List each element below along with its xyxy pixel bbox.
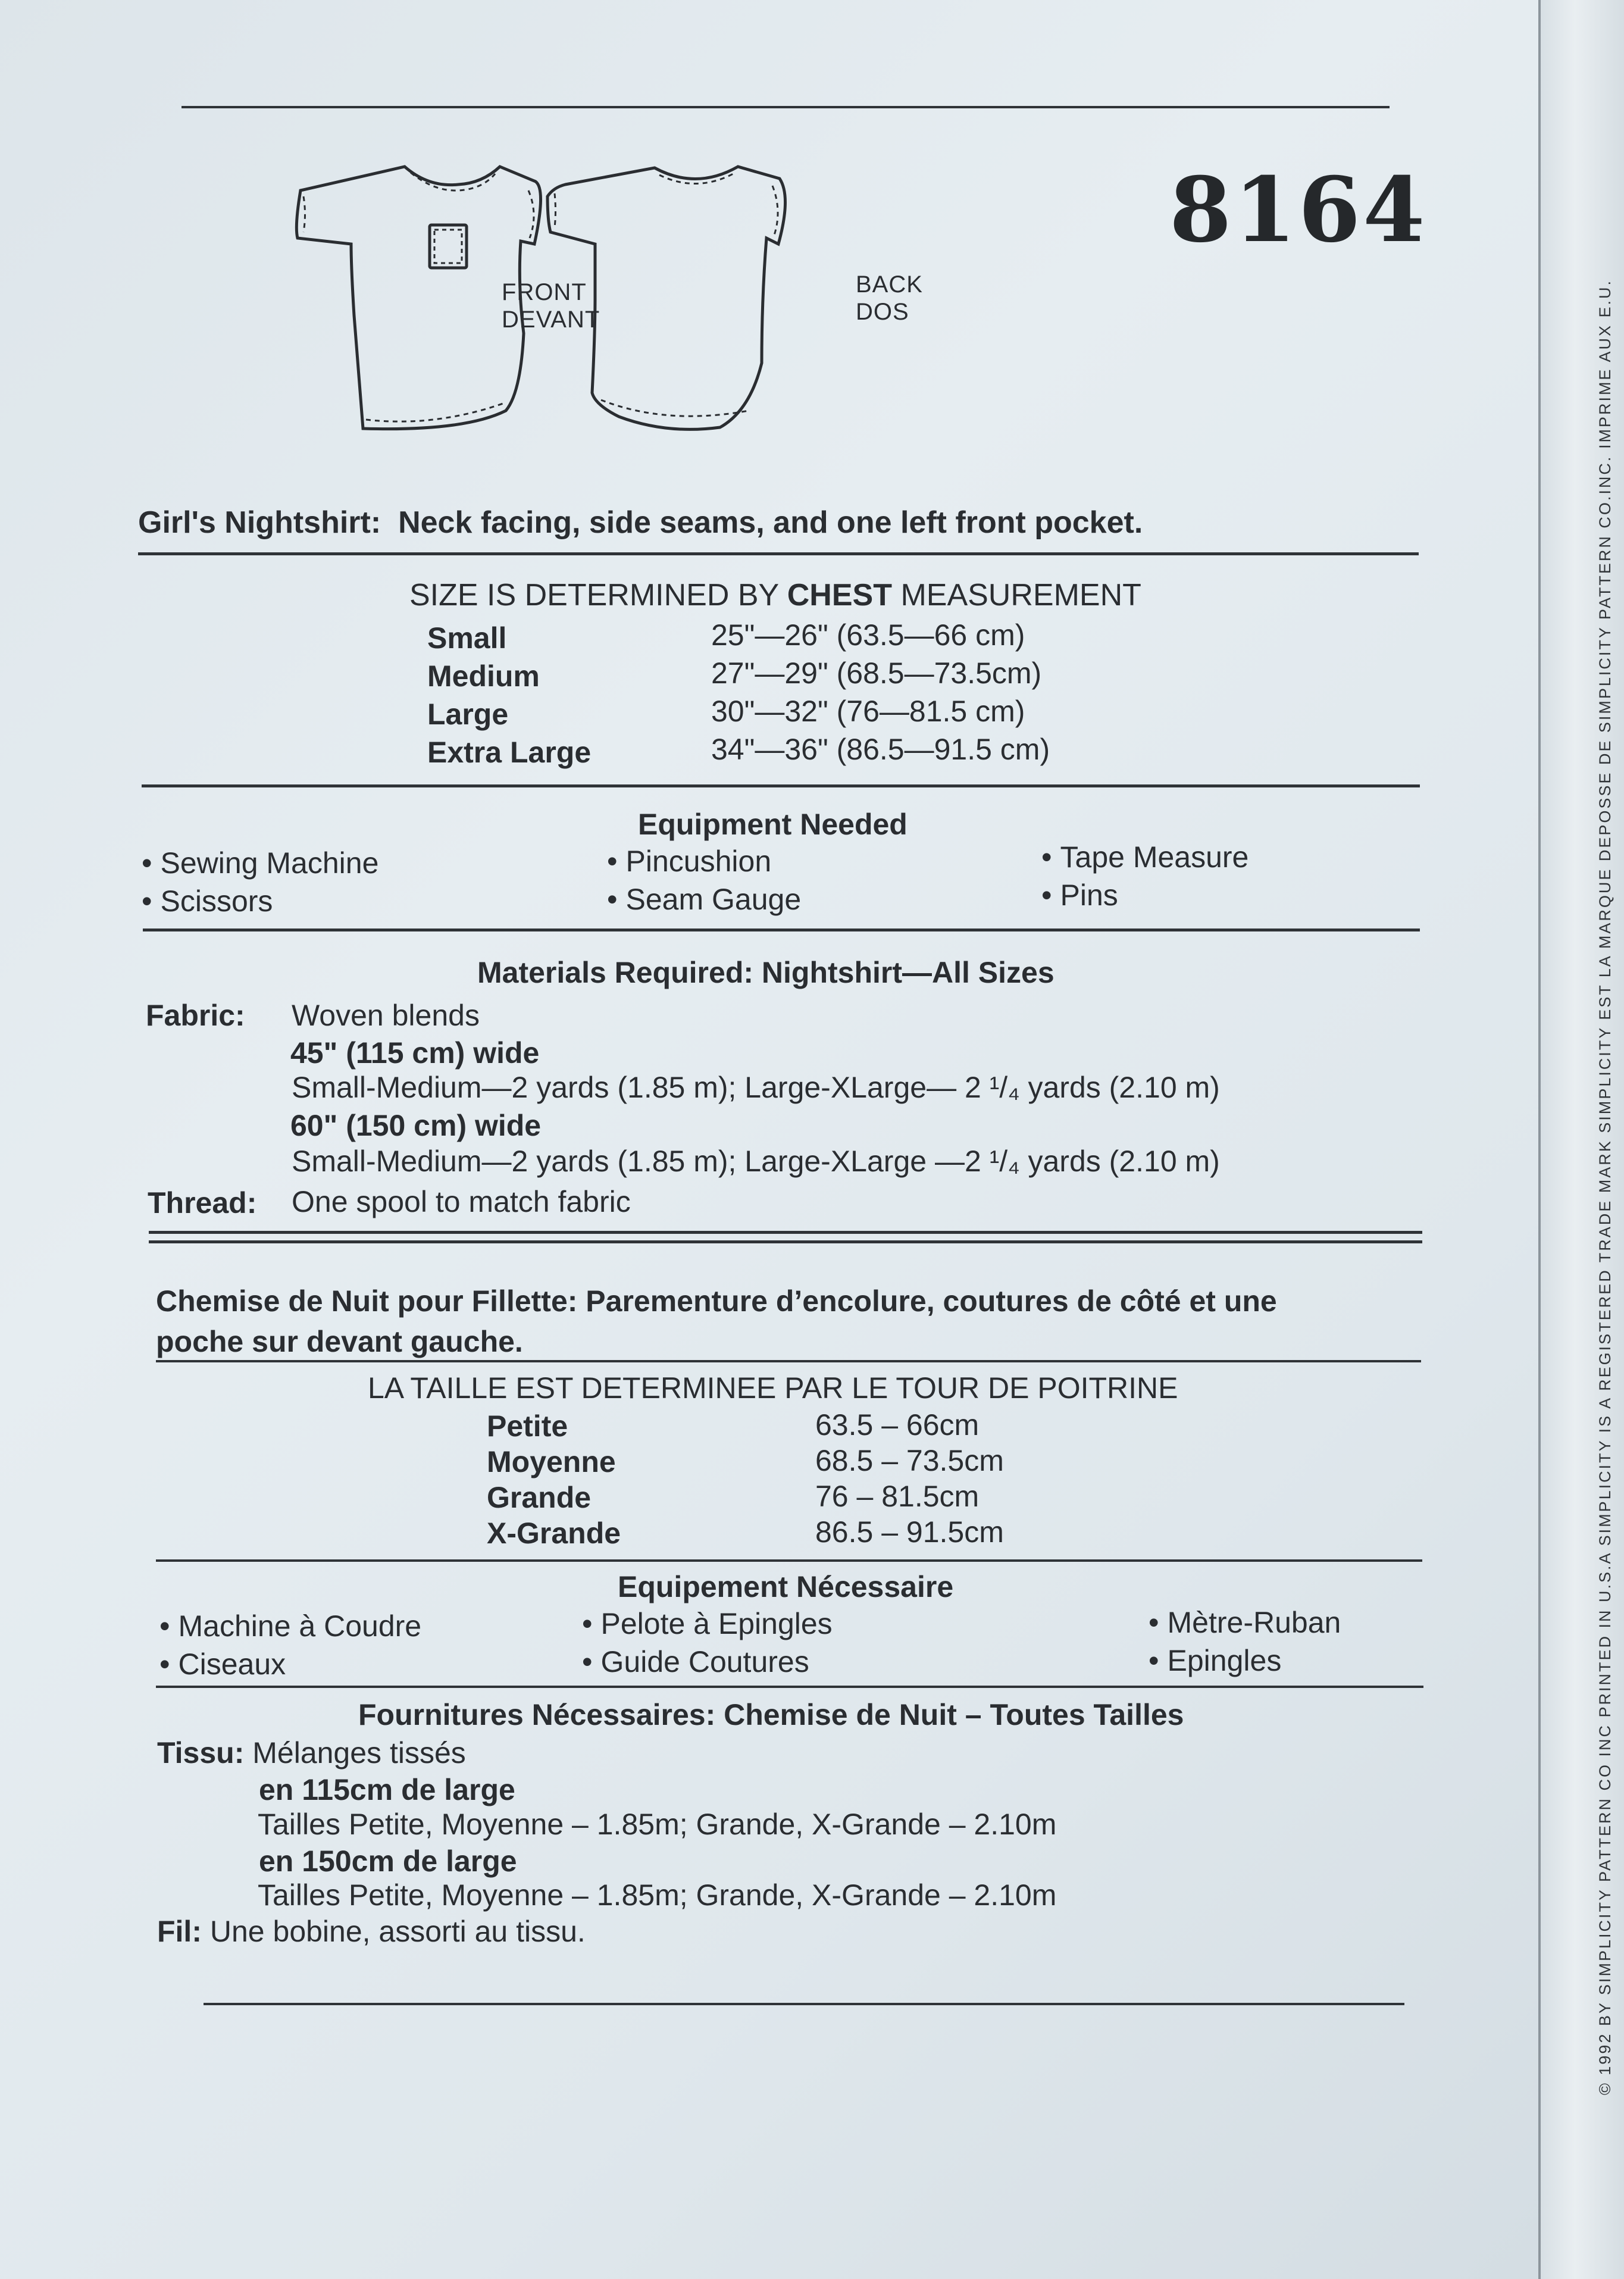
english-size-names	[427, 619, 591, 771]
yardage-60: Small-Medium—2 yards (1.85 m); Large-XLarge —2 ¹/₄ yards (2.10 m)	[292, 1145, 1220, 1178]
equipment-col1	[142, 844, 378, 920]
size-name: Large	[427, 698, 509, 731]
copyright-sidebar: © 1992 BY SIMPLICITY PATTERN CO INC PRINTED IN U.S.A SIMPLICITY IS A REGISTERED TRADE MARK SIMPLICITY EST LA MARQUE DEPOSSE DE SIMPLICITY PATTERN CO.INC. IMPRIME AUX E.U.	[1596, 279, 1614, 2095]
equipment-item: • Tape Measure	[1041, 838, 1248, 876]
materials-heading: Materials Required: Nightshirt—All Sizes	[477, 956, 1054, 989]
french-yardage-150: Tailles Petite, Moyenne – 1.85m; Grande, X-Grande – 2.10m	[258, 1878, 1057, 1912]
thread-label: Thread:	[148, 1186, 257, 1220]
size-range: 27"—29" (68.5—73.5cm)	[711, 656, 1042, 690]
equipment-item: • Pelote à Epingles	[582, 1605, 833, 1643]
fabric-label: Fabric:	[146, 999, 245, 1032]
rule-french-title	[156, 1360, 1421, 1362]
rule-sizes	[142, 784, 1420, 787]
equipment-col3	[1041, 838, 1248, 914]
equipment-item: • Pincushion	[607, 842, 801, 880]
french-width-115: en 115cm de large	[259, 1773, 515, 1806]
width-60: 60" (150 cm) wide	[290, 1109, 542, 1142]
size-range: 76 – 81.5cm	[815, 1480, 980, 1513]
french-size-heading: LA TAILLE EST DETERMINEE PAR LE TOUR DE POITRINE	[368, 1371, 1178, 1405]
english-title-line	[138, 505, 1143, 540]
equipment-heading: Equipment Needed	[638, 808, 908, 841]
fabric-type: Woven blends	[292, 999, 480, 1032]
equipment-item: • Pins	[1041, 876, 1248, 914]
rule-english-title	[138, 552, 1419, 555]
french-equipment-col3	[1149, 1603, 1341, 1680]
back-label-en: BACK	[856, 271, 923, 298]
french-equipment-heading: Equipement Nécessaire	[618, 1570, 954, 1603]
size-range: 34"—36" (86.5—91.5 cm)	[711, 733, 1050, 766]
size-name: Petite	[487, 1409, 568, 1443]
size-heading-bold: CHEST	[787, 578, 892, 612]
english-size-ranges	[711, 616, 1050, 768]
rule-french-sizes	[156, 1559, 1422, 1562]
bottom-rule	[204, 2003, 1404, 2005]
english-title: Girl's Nightshirt:	[138, 505, 381, 540]
french-thread-line	[157, 1914, 586, 1949]
french-equipment-col2	[582, 1605, 833, 1681]
french-yardage-115: Tailles Petite, Moyenne – 1.85m; Grande, X-Grande – 2.10m	[258, 1808, 1057, 1841]
french-title	[156, 1281, 1277, 1362]
size-name: X-Grande	[487, 1517, 621, 1550]
front-label-en: FRONT	[502, 279, 587, 305]
size-heading-pre: SIZE IS DETERMINED BY	[409, 578, 779, 612]
catalog-number: 8164	[1169, 158, 1428, 262]
equipment-item: • Scissors	[142, 882, 378, 920]
equipment-item: • Ciseaux	[159, 1645, 421, 1683]
thread-text: One spool to match fabric	[292, 1185, 631, 1218]
rule-french-equipment	[156, 1686, 1423, 1688]
french-size-ranges	[815, 1407, 1004, 1550]
equipment-item: • Sewing Machine	[142, 844, 378, 882]
french-title-line2: poche sur devant gauche.	[156, 1325, 523, 1358]
french-fabric-label: Tissu:	[157, 1736, 245, 1770]
size-range: 68.5 – 73.5cm	[815, 1444, 1004, 1477]
size-name: Moyenne	[487, 1445, 616, 1478]
back-label-fr: DOS	[856, 299, 909, 325]
front-view-label	[502, 279, 600, 333]
front-label-fr: DEVANT	[502, 307, 600, 333]
english-description: Neck facing, side seams, and one left front pocket.	[398, 505, 1143, 540]
french-thread-label: Fil:	[157, 1915, 202, 1948]
yardage-45: Small-Medium—2 yards (1.85 m); Large-XLarge— 2 ¹/₄ yards (2.10 m)	[292, 1071, 1220, 1104]
size-heading	[409, 577, 1141, 613]
french-width-150: en 150cm de large	[259, 1845, 517, 1878]
size-name: Medium	[427, 659, 540, 693]
double-rule-bottom	[149, 1240, 1422, 1243]
french-materials-heading: Fournitures Nécessaires: Chemise de Nuit – Toutes Tailles	[358, 1698, 1184, 1731]
french-title-line1: Chemise de Nuit pour Fillette: Parementure d’encolure, coutures de côté et une	[156, 1284, 1277, 1318]
width-45: 45" (115 cm) wide	[290, 1036, 540, 1070]
french-thread-text: Une bobine, assorti au tissu.	[209, 1915, 586, 1948]
size-name: Extra Large	[427, 736, 592, 769]
size-range: 25"—26" (63.5—66 cm)	[711, 618, 1025, 652]
size-range: 86.5 – 91.5cm	[815, 1515, 1004, 1549]
top-rule	[182, 106, 1390, 108]
back-view-label	[856, 271, 923, 326]
size-name: Grande	[487, 1481, 592, 1514]
french-equipment-col1	[159, 1607, 421, 1683]
equipment-col2	[607, 842, 801, 918]
rule-equipment	[143, 929, 1420, 931]
french-fabric-line	[157, 1736, 466, 1770]
equipment-item: • Machine à Coudre	[159, 1607, 421, 1645]
equipment-item: • Mètre-Ruban	[1149, 1603, 1341, 1642]
size-range: 30"—32" (76—81.5 cm)	[711, 695, 1025, 728]
equipment-item: • Seam Gauge	[607, 880, 801, 918]
french-size-names	[487, 1408, 621, 1551]
double-rule-top	[149, 1231, 1422, 1234]
size-range: 63.5 – 66cm	[815, 1408, 980, 1442]
size-name: Small	[427, 621, 507, 655]
equipment-item: • Epingles	[1149, 1642, 1341, 1680]
equipment-item: • Guide Coutures	[582, 1643, 833, 1681]
french-fabric-type: Mélanges tissés	[252, 1736, 466, 1770]
size-heading-post: MEASUREMENT	[900, 578, 1141, 612]
